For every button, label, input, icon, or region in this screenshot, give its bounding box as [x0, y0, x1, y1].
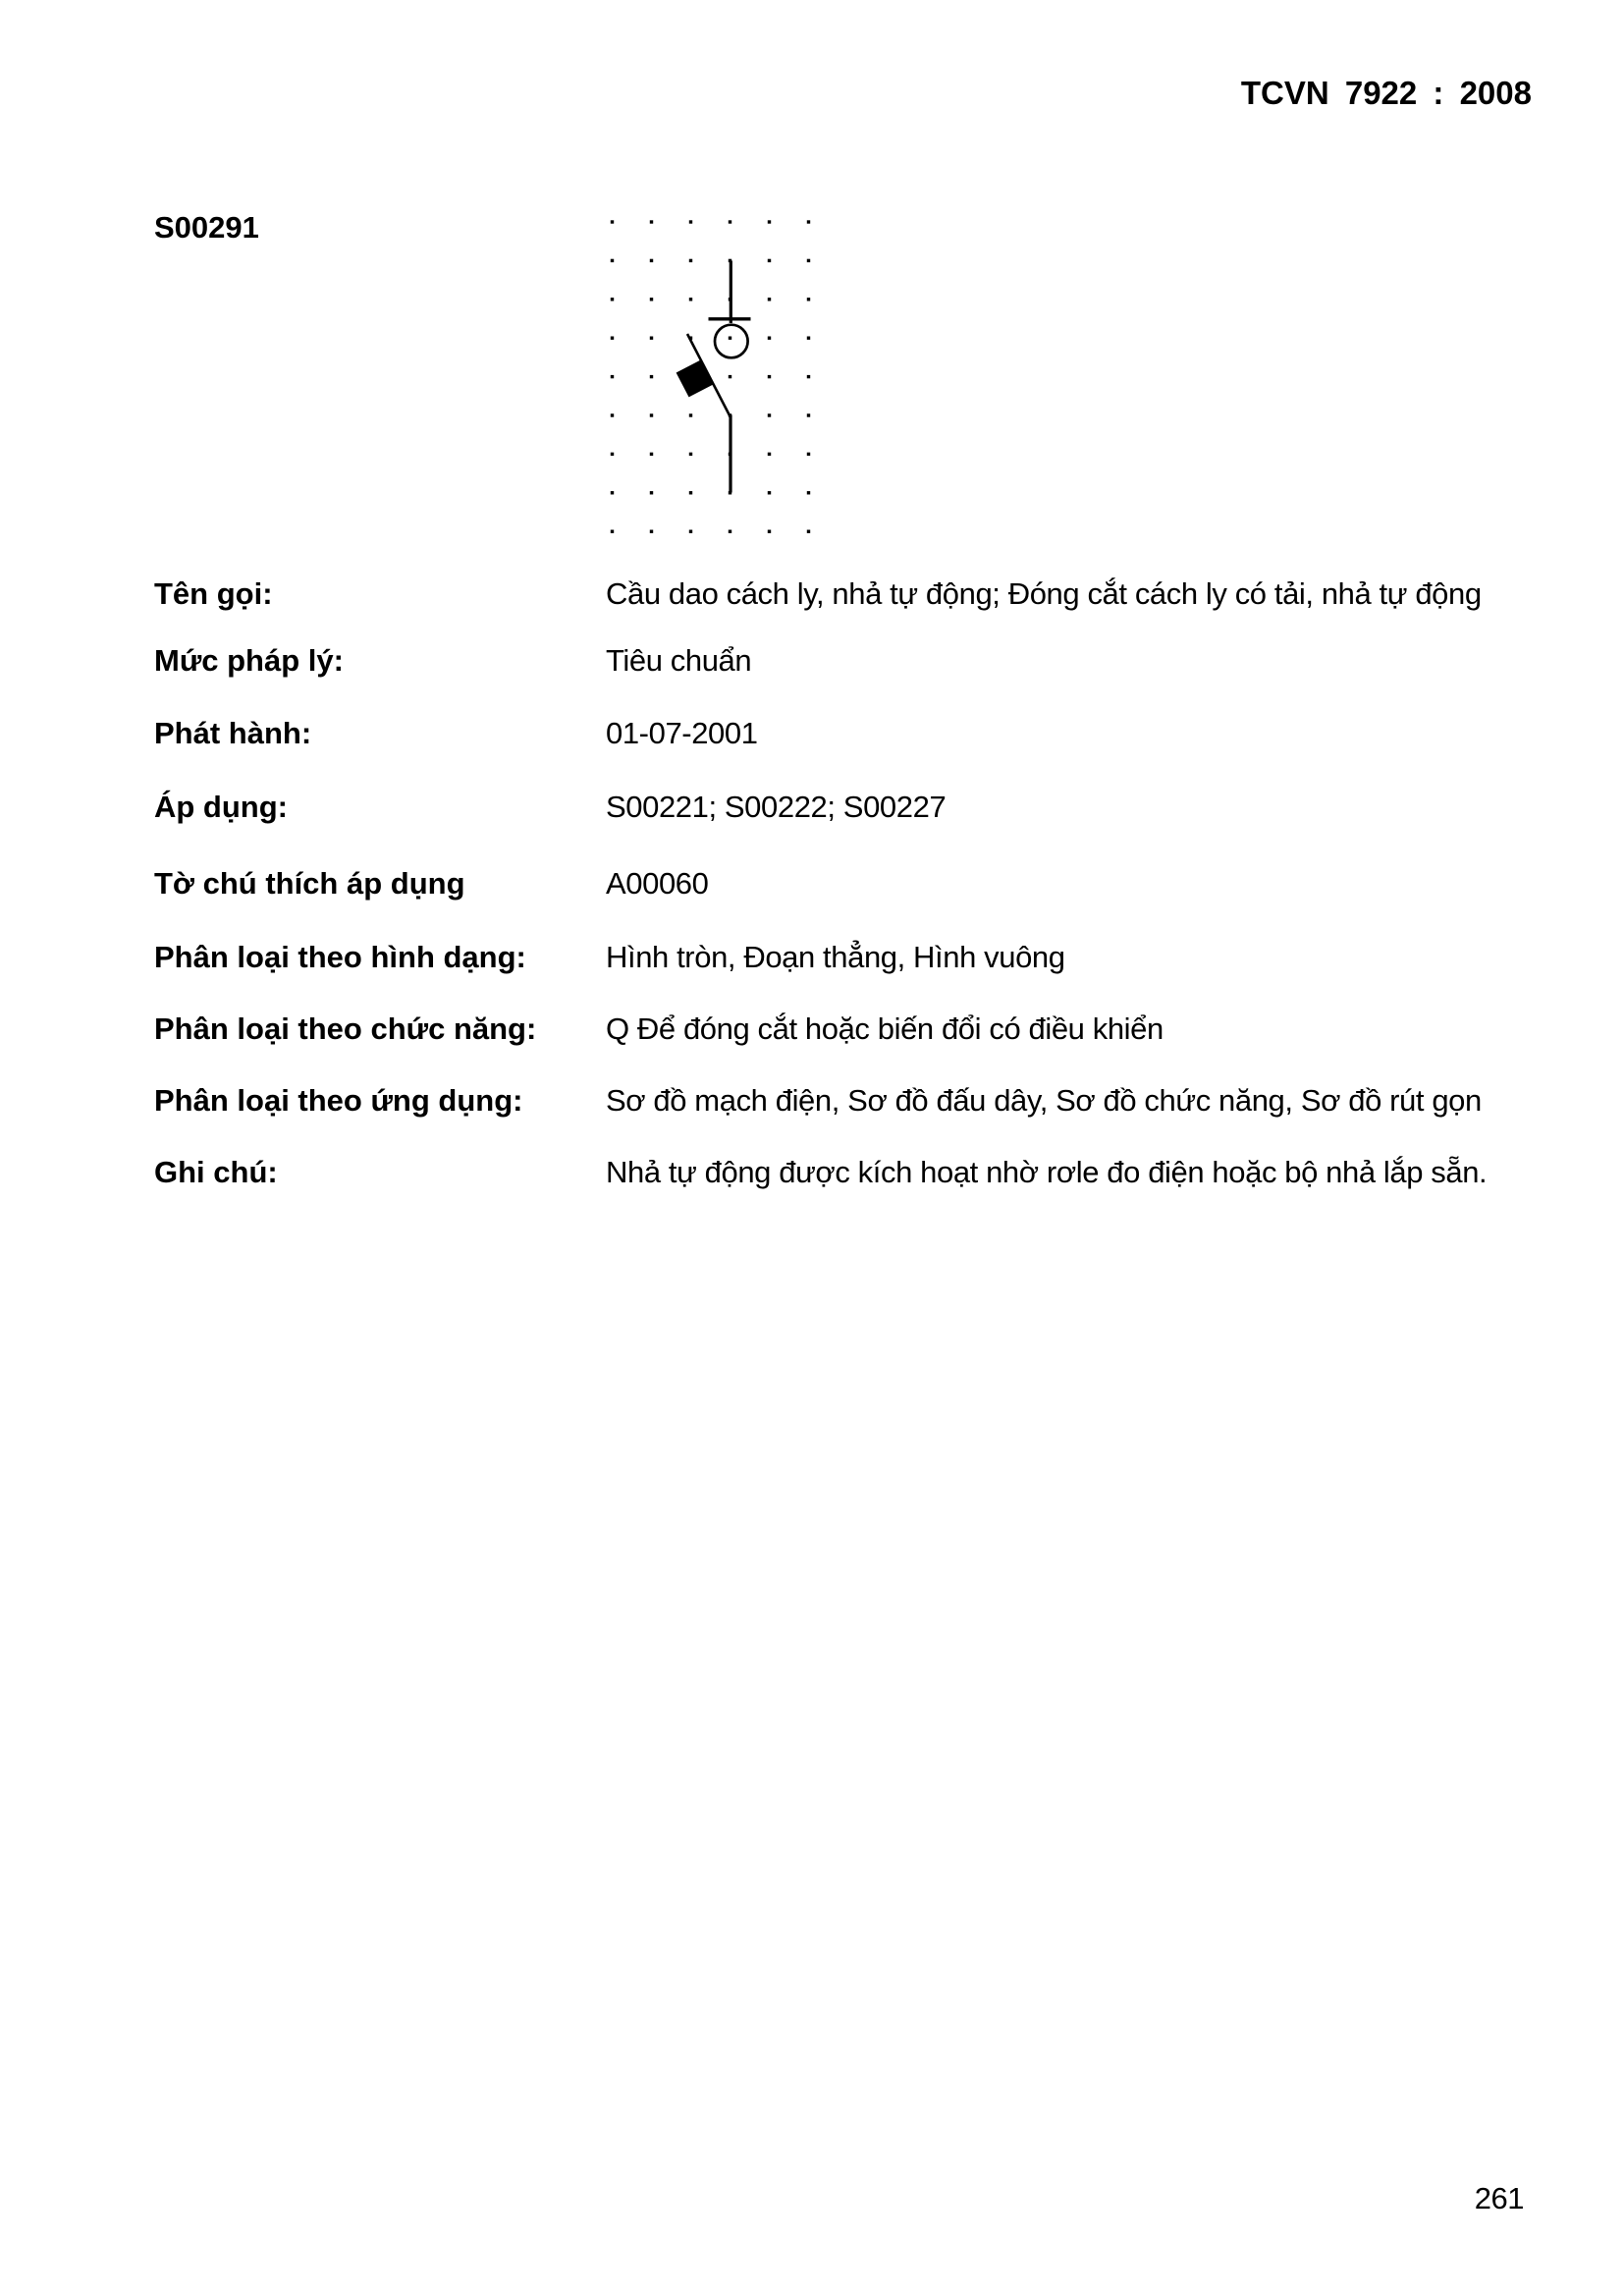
field-value: S00221; S00222; S00227: [606, 790, 947, 824]
field-row: [0, 785, 1624, 830]
grid-dot: [807, 413, 810, 416]
grid-dot: [689, 298, 692, 301]
field-label: Phân loại theo chức năng:: [154, 1011, 537, 1046]
grid-dot: [807, 298, 810, 301]
field-row: [0, 1078, 1624, 1123]
field-row: [0, 711, 1624, 756]
grid-dot: [807, 530, 810, 533]
grid-dot: [729, 530, 731, 533]
grid-dot: [768, 375, 771, 378]
grid-dot: [611, 259, 614, 262]
grid-dot: [650, 375, 653, 378]
grid-dot: [807, 491, 810, 494]
field-value: Q Để đóng cắt hoặc biến đổi có điều khiển: [606, 1011, 1164, 1046]
grid-dot: [650, 530, 653, 533]
grid-dot: [689, 220, 692, 223]
field-value: Tiêu chuẩn: [606, 643, 752, 678]
entry-id: S00291: [154, 210, 259, 245]
grid-dot: [768, 413, 771, 416]
field-row: [0, 638, 1624, 683]
grid-dot: [807, 220, 810, 223]
grid-dot: [689, 453, 692, 456]
grid-dot: [729, 337, 731, 340]
grid-dot: [768, 453, 771, 456]
grid-dot: [768, 530, 771, 533]
grid-dot: [650, 298, 653, 301]
grid-dot: [611, 413, 614, 416]
field-row: [0, 935, 1624, 980]
grid-dot: [807, 375, 810, 378]
grid-dot: [611, 337, 614, 340]
grid-dot: [768, 220, 771, 223]
grid-dot: [768, 298, 771, 301]
field-value: 01-07-2001: [606, 716, 758, 750]
grid-dot: [611, 453, 614, 456]
field-value: Nhả tự động được kích hoạt nhờ rơle đo điện hoặc bộ nhả lắp sẵn.: [606, 1155, 1488, 1189]
field-label: Phân loại theo ứng dụng:: [154, 1083, 523, 1118]
page-number: 261: [1474, 2181, 1524, 2215]
grid-dot: [768, 491, 771, 494]
grid-dot: [729, 220, 731, 223]
field-label: Mức pháp lý:: [154, 643, 344, 678]
field-row: [0, 572, 1624, 617]
grid-dot: [768, 259, 771, 262]
field-label: Phân loại theo hình dạng:: [154, 940, 526, 974]
grid-dot: [650, 259, 653, 262]
grid-dot: [689, 491, 692, 494]
grid-dot: [611, 375, 614, 378]
grid-dot: [611, 491, 614, 494]
grid-dot: [650, 220, 653, 223]
field-row: [0, 1007, 1624, 1052]
symbol-drawing: [677, 261, 751, 493]
field-value: Hình tròn, Đoạn thẳng, Hình vuông: [606, 940, 1065, 974]
grid-dot: [689, 259, 692, 262]
field-label: Phát hành:: [154, 716, 312, 750]
field-row: [0, 1150, 1624, 1195]
grid-dot: [611, 530, 614, 533]
field-value: A00060: [606, 866, 709, 901]
field-value: Sơ đồ mạch điện, Sơ đồ đấu dây, Sơ đồ chức năng, Sơ đồ rút gọn: [606, 1083, 1482, 1118]
field-label: Tên gọi:: [154, 576, 273, 611]
grid-dot: [768, 337, 771, 340]
page-header-title: TCVN 7922 : 2008: [1240, 75, 1532, 111]
field-label: Áp dụng:: [154, 790, 289, 824]
grid-dot: [611, 220, 614, 223]
grid-dot: [807, 453, 810, 456]
switch-disconnector-with-automatic-release-symbol-icon: [589, 196, 844, 550]
grid-dot: [650, 491, 653, 494]
grid-dot: [611, 298, 614, 301]
grid-dot: [807, 259, 810, 262]
field-label: Tờ chú thích áp dụng: [154, 866, 465, 901]
grid-dot: [689, 530, 692, 533]
field-label: Ghi chú:: [154, 1155, 278, 1189]
field-value: Cầu dao cách ly, nhả tự động; Đóng cắt cách ly có tải, nhả tự động: [606, 576, 1482, 611]
grid-dot: [650, 337, 653, 340]
grid-dot: [729, 375, 731, 378]
contact-circle: [715, 325, 748, 358]
grid-dot: [650, 413, 653, 416]
grid-dot: [689, 413, 692, 416]
field-row: [0, 861, 1624, 906]
grid-dot: [650, 453, 653, 456]
automatic-release-square: [677, 360, 714, 398]
grid-dot: [807, 337, 810, 340]
